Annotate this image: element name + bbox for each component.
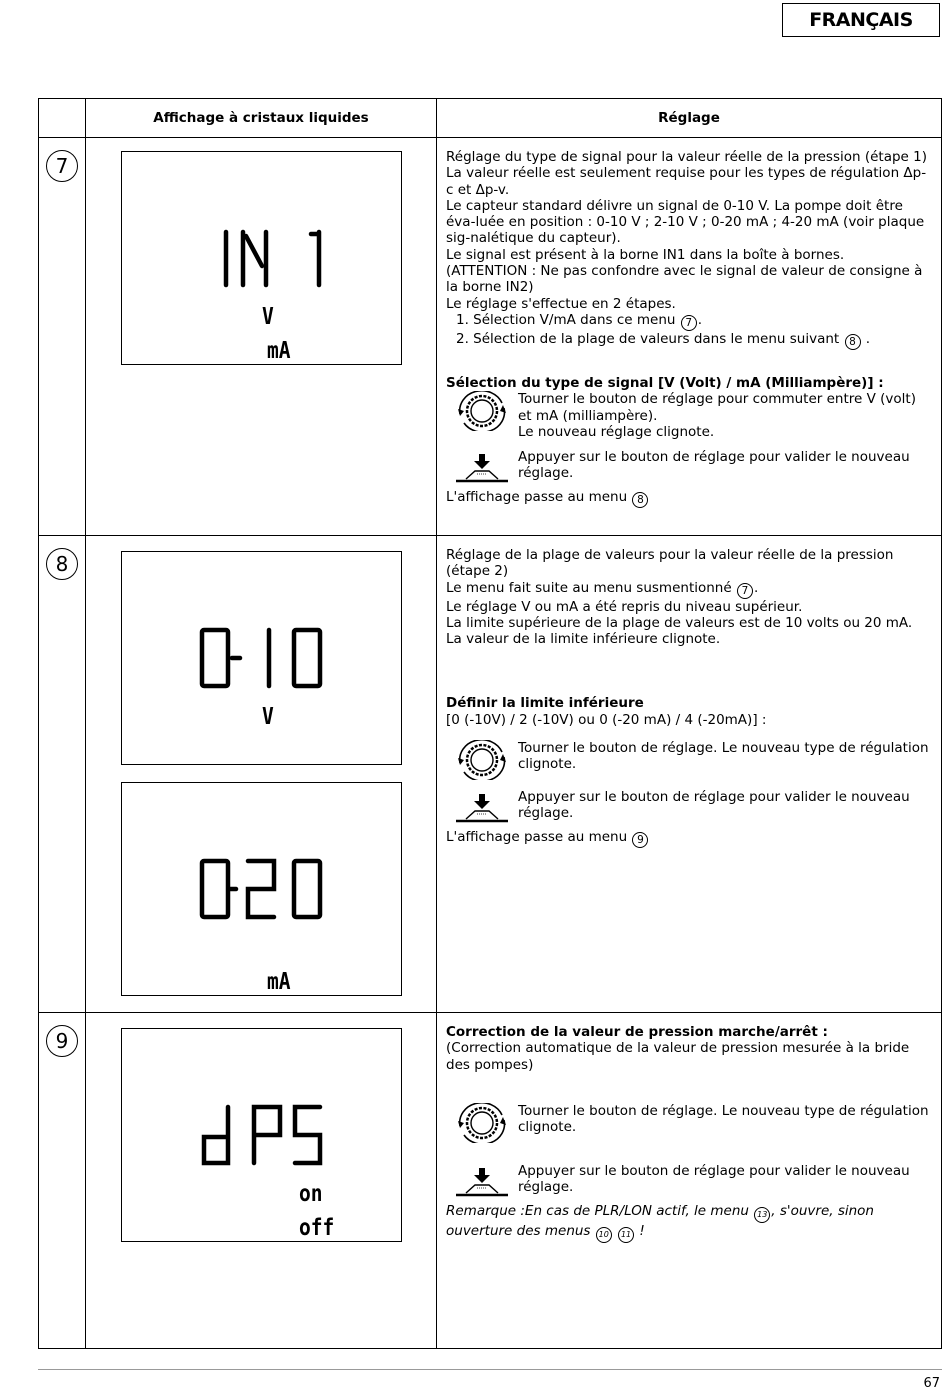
press-button-icon bbox=[446, 1163, 518, 1203]
rotary-knob-icon bbox=[446, 1103, 518, 1143]
rotary-knob-icon bbox=[446, 391, 518, 431]
text-line: Le signal est présent à la borne IN1 dans la boîte à bornes. bbox=[446, 246, 845, 263]
lcd-unit-on: on bbox=[299, 1181, 323, 1207]
lcd-unit-ma: mA bbox=[267, 338, 291, 364]
menu-ref: 9 bbox=[632, 832, 648, 848]
press-button-icon bbox=[446, 789, 518, 829]
turn-instruction: Tourner le bouton de réglage. Le nouveau type de régulation clignote. bbox=[518, 1102, 929, 1136]
menu-ref: 13 bbox=[754, 1207, 770, 1223]
header-number-cell bbox=[39, 99, 86, 138]
next-menu-line: L'affichage passe au menu 8 bbox=[446, 489, 931, 508]
text-line: (ATTENTION : Ne pas confondre avec le signal de valeur de consigne à la borne IN2) bbox=[446, 263, 923, 296]
language-label: FRANÇAIS bbox=[782, 3, 940, 37]
step-number-7: 7 bbox=[46, 150, 78, 182]
text-line: La limite supérieure de la plage de valeurs est de 10 volts ou 20 mA. bbox=[446, 614, 913, 631]
lcd-display-dps bbox=[121, 1028, 402, 1242]
menu-ref: 7 bbox=[681, 315, 697, 331]
menu-ref: 10 bbox=[596, 1227, 612, 1243]
page-number: 67 bbox=[923, 1376, 940, 1391]
header-setting: Réglage bbox=[437, 99, 942, 138]
remark: Remarque :En cas de PLR/LON actif, le menu 13 , s'ouvre, sinon ouverture des menus 10 11 ! bbox=[446, 1203, 931, 1243]
text-line: La valeur réelle est seulement requise pour les types de régulation Δp-c et Δp-v. bbox=[446, 165, 927, 198]
lcd-unit-v: V bbox=[262, 304, 274, 330]
lcd-display-0-10 bbox=[121, 551, 402, 765]
table-row-7 bbox=[39, 138, 942, 536]
step-number-8: 8 bbox=[46, 548, 78, 580]
footer-divider bbox=[38, 1369, 942, 1370]
next-menu-line: L'affichage passe au menu 9 bbox=[446, 829, 931, 848]
lcd-unit-v: V bbox=[262, 704, 274, 730]
press-instruction: Appuyer sur le bouton de réglage pour valider le nouveau réglage. bbox=[518, 449, 910, 482]
section-subtitle: [0 (-10V) / 2 (-10V) ou 0 (-20 mA) / 4 (-20mA)] : bbox=[446, 711, 767, 728]
step-line-1: 1. Sélection V/mA dans ce menu 7 . bbox=[456, 311, 703, 329]
turn-instruction: Tourner le bouton de réglage pour commuter entre V (volt) et mA (milliampère). bbox=[518, 391, 916, 424]
lcd-segments-dps bbox=[122, 1029, 403, 1243]
settings-table bbox=[38, 98, 942, 1349]
text-line: Réglage du type de signal pour la valeur réelle de la pression (étape 1) bbox=[446, 149, 928, 165]
lcd-segments-0-10 bbox=[122, 552, 403, 766]
table-row-8 bbox=[39, 536, 942, 1013]
lcd-display-0-20 bbox=[121, 782, 402, 996]
table-row-9 bbox=[39, 1013, 942, 1349]
lcd-unit-off: off bbox=[299, 1215, 335, 1241]
rotary-knob-icon bbox=[446, 740, 518, 780]
menu-ref: 11 bbox=[618, 1227, 634, 1243]
menu-ref: 7 bbox=[737, 583, 753, 599]
section-title: Sélection du type de signal [V (Volt) / mA (Milliampère)] : bbox=[446, 374, 884, 391]
step-number-9: 9 bbox=[46, 1025, 78, 1057]
section-subtitle: (Correction automatique de la valeur de pression mesurée à la bride des pompes) bbox=[446, 1040, 910, 1073]
text-line: Le réglage V ou mA a été repris du niveau supérieur. bbox=[446, 598, 803, 615]
section-title: Définir la limite inférieure bbox=[446, 695, 644, 712]
press-button-icon bbox=[446, 449, 518, 489]
text-line: Réglage de la plage de valeurs pour la valeur réelle de la pression (étape 2) bbox=[446, 547, 894, 580]
turn-instruction: Tourner le bouton de réglage. Le nouveau type de régulation clignote. bbox=[518, 740, 929, 773]
menu-ref: 8 bbox=[632, 492, 648, 508]
lcd-segments-in1 bbox=[122, 152, 403, 366]
text-line: Le menu fait suite au menu susmentionné 7 . bbox=[446, 579, 759, 597]
press-instruction: Appuyer sur le bouton de réglage pour valider le nouveau réglage. bbox=[518, 789, 910, 822]
step-line-2: 2. Sélection de la plage de valeurs dans le menu suivant 8 . bbox=[456, 330, 871, 348]
header-lcd: Affichage à cristaux liquides bbox=[86, 99, 437, 138]
lcd-segments-0-20 bbox=[122, 783, 403, 997]
text-line: Le réglage s'effectue en 2 étapes. bbox=[446, 295, 676, 312]
press-instruction: Appuyer sur le bouton de réglage pour valider le nouveau réglage. bbox=[518, 1162, 910, 1196]
lcd-display-in1 bbox=[121, 151, 402, 365]
blink-note: Le nouveau réglage clignote. bbox=[518, 423, 715, 440]
menu-ref: 8 bbox=[845, 334, 861, 350]
section-title: Correction de la valeur de pression marche/arrêt : bbox=[446, 1024, 828, 1040]
lcd-unit-ma: mA bbox=[267, 969, 291, 995]
table-header-row bbox=[39, 99, 942, 138]
text-line: Le capteur standard délivre un signal de 0-10 V. La pompe doit être éva-luée en position : 0-10 V ; 2-10 V ; 0-20 mA ; 4-20 mA (voir plaque sig-nalétique du capteur). bbox=[446, 197, 925, 247]
text-line: La valeur de la limite inférieure clignote. bbox=[446, 631, 721, 648]
